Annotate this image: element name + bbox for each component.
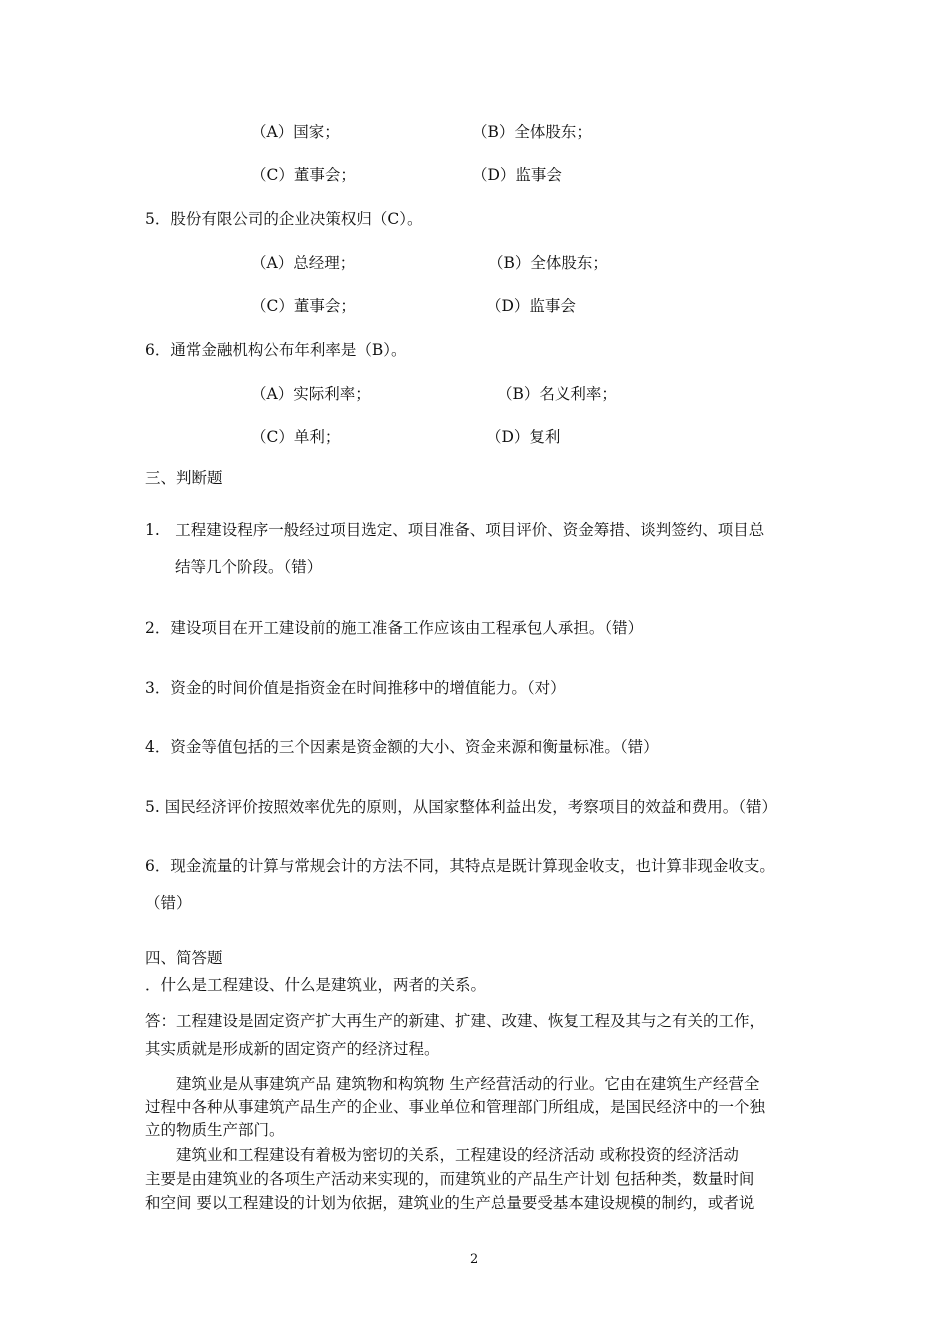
tf-item-4: 4．资金等值包括的三个因素是资金额的大小、资金来源和衡量标准。（错） [145,738,659,756]
tf-item-3: 3．资金的时间价值是指资金在时间推移中的增值能力。（对） [145,679,566,697]
tf-item-2: 2．建设项目在开工建设前的施工准备工作应该由工程承包人承担。（错） [145,619,644,637]
sa-answer-line: 和空间 要以工程建设的计划为依据，建筑业的生产总量要受基本建设规模的制约，或者说 [145,1194,755,1212]
sa-answer-line: 建筑业和工程建设有着极为密切的关系，工程建设的经济活动 或称投资的经济活动 [145,1146,739,1164]
q6-option-b: （B）名义利率； [497,385,617,403]
section3-heading: 三、判断题 [145,469,223,487]
tf-item-5: 5. 国民经济评价按照效率优先的原则，从国家整体利益出发，考察项目的效益和费用。（错） [145,798,777,816]
tf-item-6: 6．现金流量的计算与常规会计的方法不同，其特点是既计算现金收支，也计算非现金收支。 [145,857,775,875]
sa-answer-line: 立的物质生产部门。 [145,1121,285,1139]
tf-item-1-cont: 结等几个阶段。（错） [175,558,323,576]
q4-option-c: （C）董事会； [251,166,356,184]
q5-option-a: （A）总经理； [251,254,356,272]
q6-option-c: （C）单利； [251,428,341,446]
sa-question: ．什么是工程建设、什么是建筑业，两者的关系。 [145,976,487,994]
q6-stem: 6．通常金融机构公布年利率是（B）。 [145,341,407,359]
section4-heading: 四、简答题 [145,949,223,967]
page-number: 2 [470,1252,479,1267]
q5-stem: 5．股份有限公司的企业决策权归（C）。 [145,210,423,228]
sa-answer-line: 主要是由建筑业的各项生产活动来实现的，而建筑业的产品生产计划 包括种类，数量时间 [145,1170,755,1188]
q6-option-d: （D）复利 [486,428,561,446]
q5-option-b: （B）全体股东； [488,254,608,272]
q5-option-c: （C）董事会； [251,297,356,315]
tf-item-1: 1. 工程建设程序一般经过项目选定、项目准备、项目评价、资金筹措、谈判签约、项目总 [145,521,765,539]
q4-option-b: （B）全体股东； [472,123,592,141]
q4-option-a: （A）国家； [251,123,340,141]
tf-item-6-cont: （错） [145,894,192,912]
q5-option-d: （D）监事会 [486,297,576,315]
sa-answer-line: 过程中各种从事建筑产品生产的企业、事业单位和管理部门所组成，是国民经济中的一个独 [145,1098,766,1116]
q6-option-a: （A）实际利率； [251,385,371,403]
sa-answer-line: 建筑业是从事建筑产品 建筑物和构筑物 生产经营活动的行业。它由在建筑生产经营全 [145,1075,760,1093]
q4-option-d: （D）监事会 [472,166,562,184]
sa-answer-line: 答：工程建设是固定资产扩大再生产的新建、扩建、改建、恢复工程及其与之有关的工作， [145,1012,766,1030]
sa-answer-line: 其实质就是形成新的固定资产的经济过程。 [145,1040,440,1058]
